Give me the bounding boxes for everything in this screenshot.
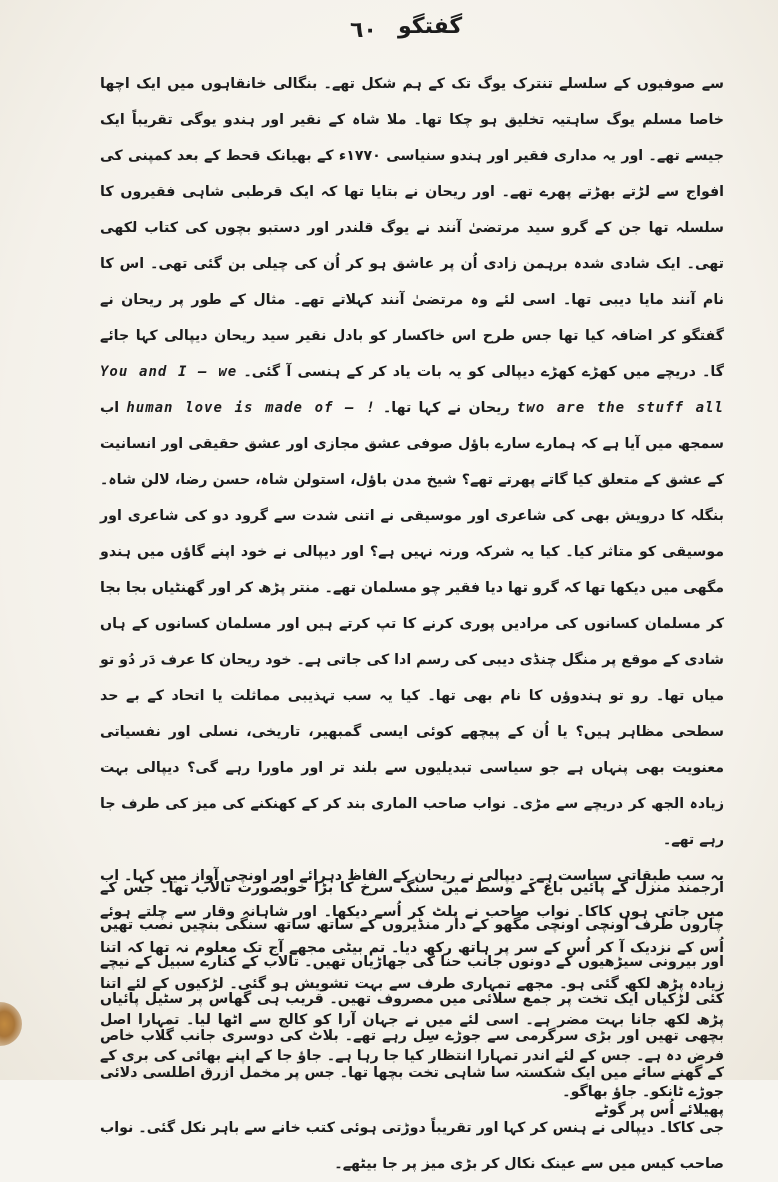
paper-stain	[0, 1002, 22, 1046]
paragraph-1-text: سے صوفیوں کے سلسلے تنترک یوگ تک کے ہم شکل تھے۔ بنگالی خانقاہوں میں ایک اچھا خاصا مسلم یوگ ساہتیہ تخلیق ہو چکا تھا۔ ملا شاہ کے نقیر اور ہندو یوگی تقریباً ایک جیسے تھے۔ اور یہ مداری فقیر اور ہندو سنیاسی ۱۷۷۰ء کے بھیانک قحط کے بعد کمپنی کی افواج سے لڑتے بھڑتے پھرے تھے۔ اور ریحان نے بتایا تھا کہ ایک قرطبی شاہی فقیروں کا سلسلہ تھا جن کے گرو سید مرتضیٰ آنند نے یوگ قلندر اور دستبو بچوں کی کتاب لکھی تھی۔ ایک شادی شدہ برہمن زادی اُن پر عاشق ہو کر اُن کی چیلی بن گئی تھی۔ اس کا نام آنند مایا دیبی تھا۔ اسی لئے وہ مرتضیٰ آنند کہلاتے تھے۔ مثال کے طور پر ریحان نے گفتگو کر اضافہ کیا تھا جس طرح اس خاکسار کو بادل نقیر سید ریحان دیپالی کہا جائے گا۔ دریچے میں کھڑے کھڑے دیپالی کو یہ بات یاد کر کے ہنسی آ گئی۔	[100, 76, 724, 380]
running-title: گفتگو	[398, 14, 463, 39]
paragraph-1-text-c: اب سمجھ میں آیا ہے کہ ہمارے سارے باؤل صوفی عشق مجازی اور عشق حقیقی اور انسانیت کے عشق کے متعلق کیا گاتے پھرتے تھے؟ شیخ مدن باؤل، استولن شاہ، حسن رضا، لالن شاہ۔ بنگلہ کا درویش بھی کی شاعری اور موسیقی نے اتنی شدت سے گرود دو کی شاعری اور موسیقی کو متاثر کیا۔ کیا یہ شرکہ ورنہ نہیں ہے؟ اور دیپالی نے خود اپنے گاؤں میں ہندو مگھی میں دیکھا تھا کہ گرو تھا دیا فقیر چو مسلمان تھے۔ منتر پڑھ کر اور گھنٹیاں بجا بجا کر مسلمان کسانوں کی مرادیں پوری کرنے کا تپ کرتے ہیں اور مسلمان کسانوں کے ہاں شادی کے موقع پر منگل چنڈی دیبی کی رسم ادا کی جاتی ہے۔ خود ریحان کا عرف دَر دُو تو میاں تھا۔ رو تو ہندوؤں کا نام بھی تھا۔ کیا یہ سب تہذیبی مماثلت یا اتحاد کے بے حد سطحی مظاہر ہیں؟ یا اُن کے پیچھے کوئی ایسی گمبھیر، تاریخی، نسلی اور نفسیاتی معنویت بھی پنہاں ہے جو سیاسی تبدیلیوں سے بلند تر اور ماورا رہے گی؟ دیپالی بہت زیادہ الجھ کر دریچے سے مڑی۔ نواب صاحب الماری بند کر کے کھنکنے کی میز کی طرف جا رہے تھے۔	[100, 400, 724, 848]
paragraph-3: جی کاکا۔ دیپالی نے ہنس کر کہا اور تقریباً دوڑتی ہوئی کتب خانے سے باہر نکل گئی۔ نواب صاحب کیس میں سے عینک نکال کر بڑی میز پر جا بیٹھے۔	[100, 1120, 724, 1172]
paragraph-4: ارجمند منزل کے پائیں باغ کے وسط میں سنگ سرخ کا بڑا خوبصورت تالاب تھا۔ جس کے چاروں طرف اونچی اونچی مگھو کے دار منڈیروں کے ساتھ ساتھ سنگی بنچیں نصب تھیں اور بیرونی سیڑھیوں کے دونوں جانب حنا کی جھاڑیاں تھیں۔ تالاب کے کنارے سبیل کے نیچے کئی لڑکیاں ایک تخت پر جمع سلائی میں مصروف تھیں۔ قریب ہی گھاس پر سٹیل پائیاں بچھی تھیں اور بڑی سرگرمی سے جوڑے سِل رہے تھے۔ بلاٹ کی دوسری جانب گلاب خاص کے گھنے سائے میں ایک شکستہ سا شاہی تخت بچھا تھا۔ جس پر مخمل ازرق اطلسی دلائی پھیلائے اُس پر گوٹے	[100, 880, 724, 1118]
paragraph-2: یہ سب طبقاتی سیاست ہے۔ دیپالی نے ریحان کے الفاظ دہرائے اور اونچی آواز میں کہا۔ اب میں جاتی ہوں کاکا۔ نواب صاحب نے پلٹ کر اُسے دیکھا۔ اور شاہانہ وقار سے چلتے ہوئے اُس کے نزدیک آ کر اُس کے سر پر ہاتھ رکھ دیا۔ تم بیٹی مجھے آج تک معلوم نہ تھا کہ اتنا زیادہ پڑھ لکھ گئی ہو۔ مجھے تمہاری طرف سے بہت تشویش ہو گئی۔ لڑکیوں کے لئے اتنا پڑھ لکھ جانا بہت مضر ہے۔ اسی لئے میں نے جہان آرا کو کالج سے اٹھا لیا۔ تمہارا اصل فرض دہ ہے۔ جس کے لئے اندر تمہارا انتظار کیا جا رہا ہے۔ جاؤ جا کے اپنے بھائی کی بری کے جوڑے ٹانکو۔ جاؤ بھاگو۔	[100, 868, 724, 1100]
paragraph-1	[100, 66, 724, 858]
paragraph-1-text-b: ریحان نے کہا تھا۔	[382, 400, 510, 416]
english-quote-a: You and I — we two are the stuff all	[100, 364, 724, 416]
page-header	[0, 14, 778, 54]
english-quote-b: human love is made of — !	[126, 400, 376, 416]
page-number: ٦٠	[350, 18, 377, 43]
